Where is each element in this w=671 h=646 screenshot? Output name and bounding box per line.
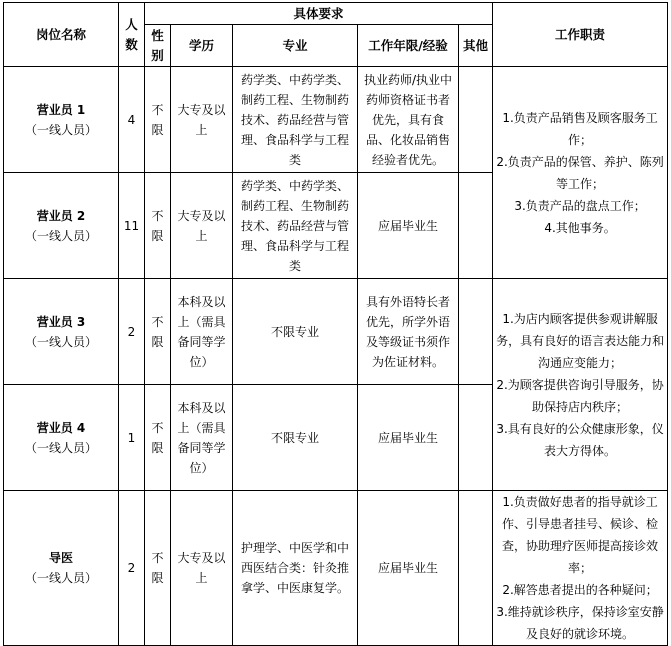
- experience-cell: 执业药师/执业中药师资格证书者优先，具有食品、化妆品销售经验者优先。: [358, 67, 459, 173]
- header-duties: 工作职责: [493, 3, 668, 67]
- header-requirements: 具体要求: [145, 3, 493, 25]
- other-cell: [459, 385, 493, 491]
- experience-cell: 应届毕业生: [358, 491, 459, 646]
- table-row: [4, 67, 668, 173]
- major-cell: 护理学、中医学和中西医结合类：针灸推拿学、中医康复学。: [233, 491, 358, 646]
- count-cell: 1: [119, 385, 145, 491]
- major-cell: 不限专业: [233, 385, 358, 491]
- header-gender: 性别: [145, 25, 171, 67]
- duty-item: 1.负责产品销售及顾客服务工作；: [502, 110, 658, 147]
- duty-item: 2.为顾客提供咨询引导服务，协助保持店内秩序；: [496, 377, 664, 414]
- position-subtitle: （一线人员）: [24, 571, 97, 585]
- duty-item: 3.维持就诊秩序，保持诊室安静及良好的就诊环境。: [496, 605, 664, 641]
- position-subtitle: （一线人员）: [24, 334, 97, 349]
- table-row: [4, 491, 668, 646]
- count-cell: 4: [119, 67, 145, 173]
- position-title: 营业员 2: [36, 208, 86, 223]
- duties-cell: [493, 491, 668, 646]
- header-experience: 工作年限/经验: [358, 25, 459, 67]
- duty-item: 2.负责产品的保管、养护、陈列等工作；: [496, 154, 664, 191]
- education-cell: 大专及以上: [171, 173, 233, 279]
- duty-item: 1.为店内顾客提供参观讲解服务，具有良好的语言表达能力和沟通应变能力；: [496, 311, 665, 370]
- position-title: 营业员 1: [36, 102, 86, 117]
- gender-cell: 不限: [145, 491, 171, 646]
- duties-cell: [493, 279, 668, 491]
- position-cell: [4, 173, 119, 279]
- header-count: 人数: [119, 3, 145, 67]
- gender-cell: 不限: [145, 173, 171, 279]
- position-subtitle: （一线人员）: [24, 228, 97, 243]
- experience-cell: 具有外语特长者优先，所学外语及等级证书须作为佐证材料。: [358, 279, 459, 385]
- position-title: 营业员 3: [36, 314, 86, 329]
- gender-cell: 不限: [145, 385, 171, 491]
- major-cell: 药学类、中药学类、制药工程、生物制药技术、药品经营与管理、食品科学与工程类: [233, 173, 358, 279]
- count-cell: 2: [119, 279, 145, 385]
- other-cell: [459, 67, 493, 173]
- header-other: 其他: [459, 25, 493, 67]
- duty-item: 3.具有良好的公众健康形象，仪表大方得体。: [496, 421, 664, 458]
- duty-item: 1.负责做好患者的指导就诊工作、引导患者挂号、候诊、检查，协助理疗医师提高接诊效率；: [502, 495, 659, 575]
- header-position: 岗位名称: [4, 3, 119, 67]
- position-cell: [4, 491, 119, 646]
- count-cell: 2: [119, 491, 145, 646]
- other-cell: [459, 279, 493, 385]
- education-cell: 本科及以上（需具备同等学位）: [171, 279, 233, 385]
- other-cell: [459, 173, 493, 279]
- duty-item: 4.其他事务。: [544, 220, 616, 235]
- position-subtitle: （一线人员）: [24, 122, 97, 137]
- position-cell: [4, 279, 119, 385]
- count-cell: 11: [119, 173, 145, 279]
- major-cell: 药学类、中药学类、制药工程、生物制药技术、药品经营与管理、食品科学与工程类: [233, 67, 358, 173]
- education-cell: 大专及以上: [171, 491, 233, 646]
- position-title: 营业员 4: [36, 420, 86, 435]
- position-subtitle: （一线人员）: [24, 440, 97, 455]
- education-cell: 大专及以上: [171, 67, 233, 173]
- header-major: 专业: [233, 25, 358, 67]
- major-cell: 不限专业: [233, 279, 358, 385]
- other-cell: [459, 491, 493, 646]
- duty-item: 2.解答患者提出的各种疑问；: [502, 583, 658, 597]
- position-cell: [4, 385, 119, 491]
- recruitment-table: [3, 2, 668, 646]
- experience-cell: 应届毕业生: [358, 385, 459, 491]
- gender-cell: 不限: [145, 67, 171, 173]
- duties-cell: [493, 67, 668, 279]
- table-row: [4, 279, 668, 385]
- duty-item: 3.负责产品的盘点工作；: [514, 198, 646, 213]
- gender-cell: 不限: [145, 279, 171, 385]
- education-cell: 本科及以上（需具备同等学位）: [171, 385, 233, 491]
- position-title: 导医: [48, 551, 73, 565]
- header-education: 学历: [171, 25, 233, 67]
- position-cell: [4, 67, 119, 173]
- experience-cell: 应届毕业生: [358, 173, 459, 279]
